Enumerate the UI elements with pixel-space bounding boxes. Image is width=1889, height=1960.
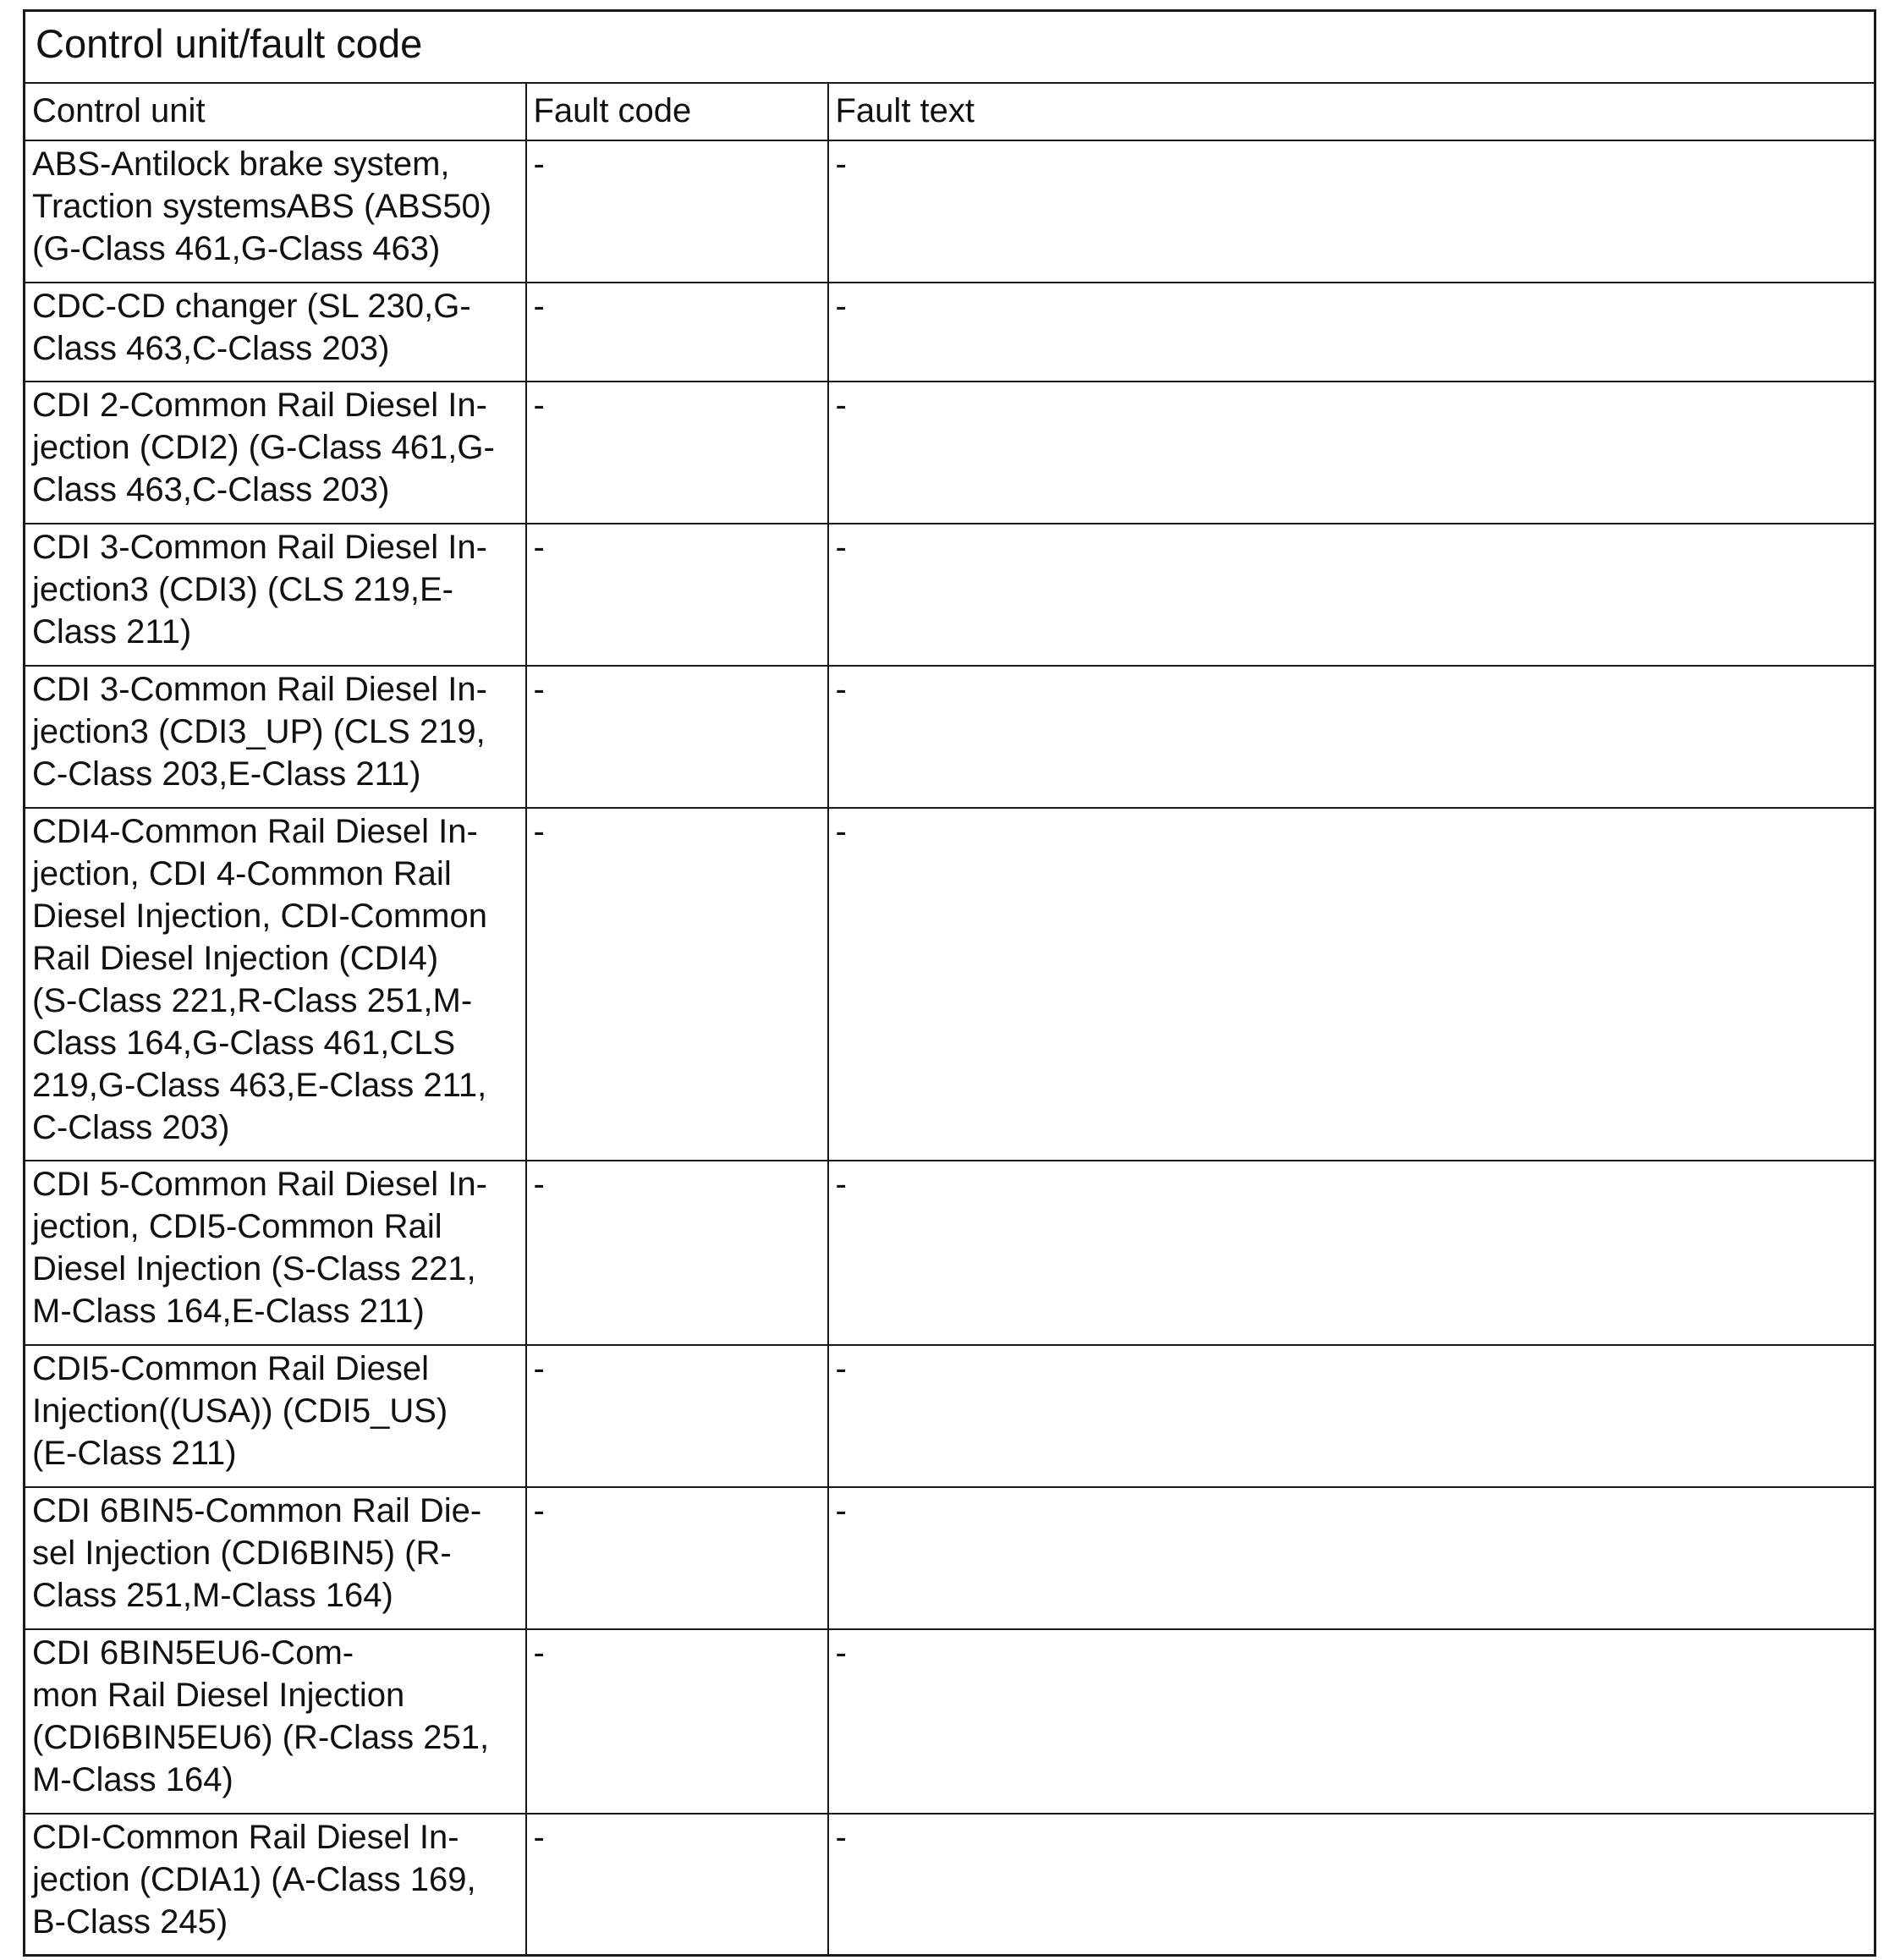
control-unit-cell: ABS-Antilock brake system, Traction systemsABS (ABS50) (G-Class 461,G-Class 463) [25,140,526,283]
control-unit-cell: CDI5-Common Rail Diesel Injection((USA)) (CDI5_US) (E-Class 211) [25,1345,526,1487]
fault-code-cell: - [526,808,828,1161]
fault-code-cell: - [526,140,828,283]
table-row [25,524,1875,666]
fault-text-cell: - [828,140,1875,283]
fault-text-cell: - [828,1629,1875,1814]
fault-text-cell: - [828,283,1875,382]
table-row [25,382,1875,524]
table-row [25,1161,1875,1345]
fault-text-cell: - [828,1814,1875,1956]
control-unit-cell: CDC-CD changer (SL 230,G- Class 463,C-Class 203) [25,283,526,382]
fault-code-cell: - [526,1345,828,1487]
fault-text-cell: - [828,524,1875,666]
table-row [25,808,1875,1161]
control-unit-cell: CDI 6BIN5EU6-Com- mon Rail Diesel Injection (CDI6BIN5EU6) (R-Class 251, M-Class 164) [25,1629,526,1814]
fault-code-cell: - [526,382,828,524]
fault-code-cell: - [526,666,828,808]
header-control-unit: Control unit [25,83,526,140]
table-header-row [25,83,1875,140]
fault-code-table [23,9,1876,1957]
fault-code-cell: - [526,524,828,666]
table-row [25,1814,1875,1956]
fault-text-cell: - [828,1487,1875,1629]
table-row [25,1345,1875,1487]
control-unit-cell: CDI 3-Common Rail Diesel In- jection3 (CDI3_UP) (CLS 219, C-Class 203,E-Class 211) [25,666,526,808]
header-fault-text: Fault text [828,83,1875,140]
fault-code-cell: - [526,283,828,382]
control-unit-cell: CDI 5-Common Rail Diesel In- jection, CDI5-Common Rail Diesel Injection (S-Class 221, M-Class 164,E-Class 211) [25,1161,526,1345]
control-unit-cell: CDI-Common Rail Diesel In- jection (CDIA1) (A-Class 169, B-Class 245) [25,1814,526,1956]
fault-text-cell: - [828,808,1875,1161]
table-row [25,140,1875,283]
table-row [25,283,1875,382]
fault-text-cell: - [828,1161,1875,1345]
table-title-row [25,11,1875,83]
fault-code-cell: - [526,1629,828,1814]
header-fault-code: Fault code [526,83,828,140]
control-unit-cell: CDI4-Common Rail Diesel In- jection, CDI 4-Common Rail Diesel Injection, CDI-Common Rail Diesel Injection (CDI4) (S-Class 221,R-Class 251,M- Class 164,G-Class 461,CLS 219,G-Class 463,E-Class 211, C-Class 203) [25,808,526,1161]
table-row [25,1487,1875,1629]
fault-code-cell: - [526,1814,828,1956]
control-unit-cell: CDI 6BIN5-Common Rail Die- sel Injection (CDI6BIN5) (R- Class 251,M-Class 164) [25,1487,526,1629]
fault-code-cell: - [526,1487,828,1629]
table-row [25,666,1875,808]
table-title: Control unit/fault code [25,11,1875,83]
fault-text-cell: - [828,666,1875,808]
control-unit-cell: CDI 2-Common Rail Diesel In- jection (CDI2) (G-Class 461,G- Class 463,C-Class 203) [25,382,526,524]
fault-text-cell: - [828,382,1875,524]
fault-code-cell: - [526,1161,828,1345]
table-row [25,1629,1875,1814]
fault-text-cell: - [828,1345,1875,1487]
control-unit-cell: CDI 3-Common Rail Diesel In- jection3 (CDI3) (CLS 219,E- Class 211) [25,524,526,666]
